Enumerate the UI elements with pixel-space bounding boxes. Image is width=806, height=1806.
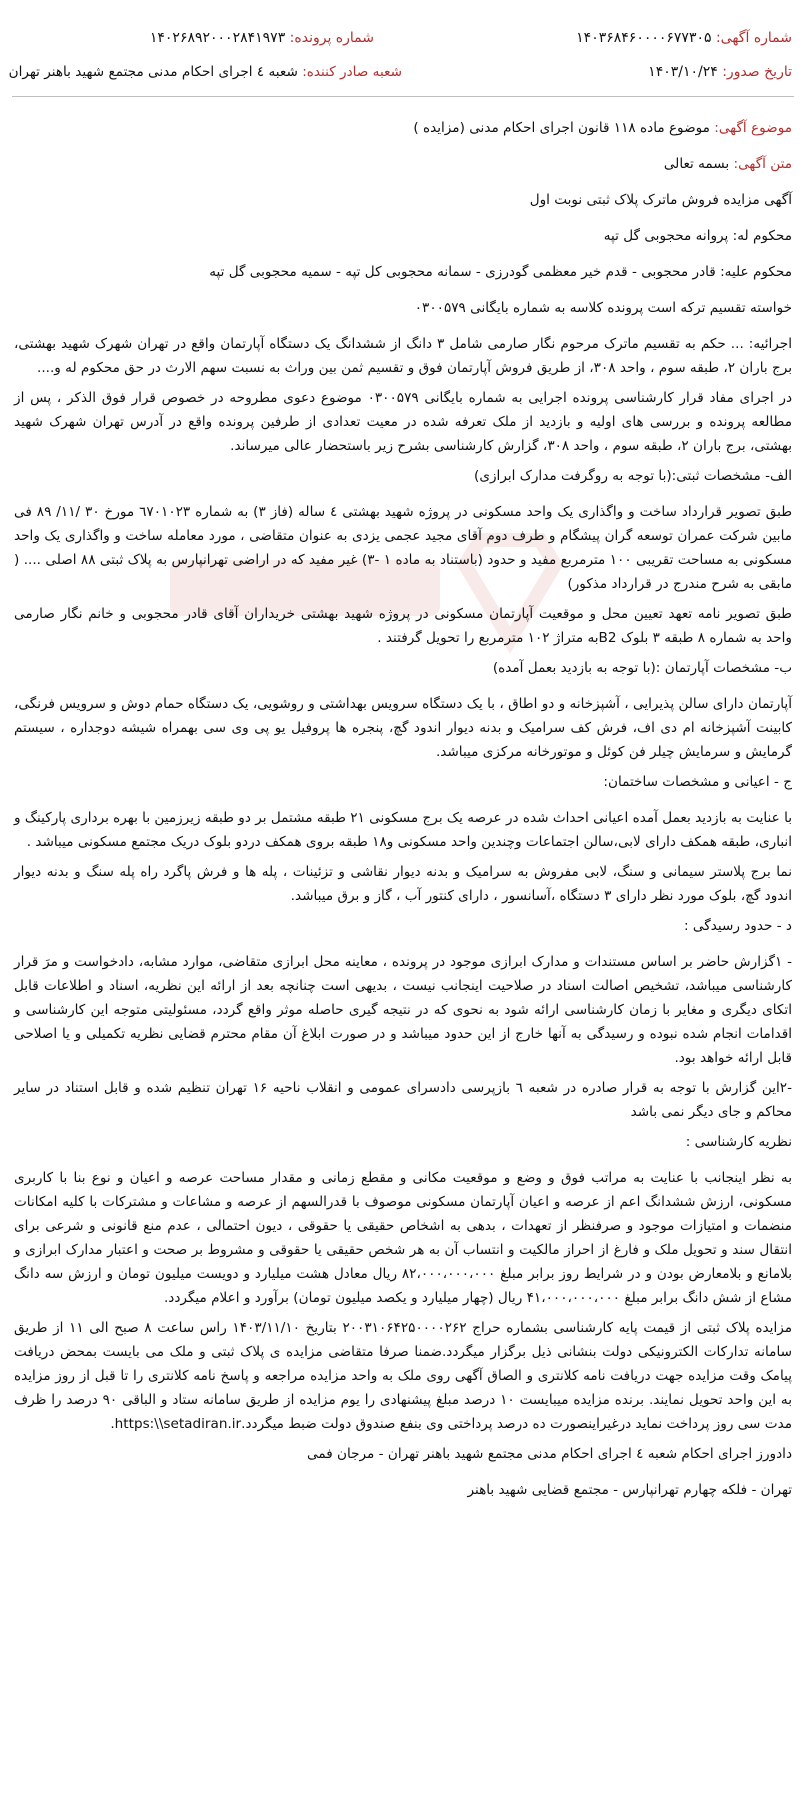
paragraph-expert-intro: در اجرای مفاد قرار کارشناسی پرونده اجرایی به شماره بایگانی ۰۳۰۰۵۷۹ موضوع دعوی مطروحه در خصوص قرار فوق الذکر ، پس از مطالعه پرونده و بررسی های اولیه و بازدید از ملک تعرفه شده در معیت تعدادی از طرفین پرونده واقع در آدرس تهران شهرک شهید بهشتی، برج باران ۲، طبقه سوم ، واحد ۳۰۸، گزارش کارشناسی بشرح زیر باستحضار عالی میرساند. — [14, 390, 793, 454]
paragraph-address: تهران - فلکه چهارم تهرانپارس - مجتمع قضایی شهید باهنر — [467, 1482, 792, 1498]
paragraph-apartment-specs: آپارتمان دارای سالن پذیرایی ، آشپزخانه و دو اطاق ، با یک دستگاه سرویس بهداشتی و روشویی، یک دستگاه حمام دوش و سرویس فرنگی، کابینت آشپزخانه ام دی اف، فرش کف سرامیک و بدنه دیوار اندود گچ، پنجره ها پروفیل یو پی وی سی بهمراه شیشه دوجداره ، سیستم گرمایش و سرمایش چیلر فن کوئل و موتورخانه مرکزی میباشد. — [14, 696, 792, 760]
issuer-label: شعبه صادر کننده: — [302, 64, 402, 80]
issuer-field — [9, 64, 402, 80]
paragraph-facade: نما برج پلاستر سیمانی و سنگ، لابی مفروش به سرامیک و بدنه دیوار نقاشی و تزئینات ، پله ها و فرش پاگرد راه پله سنگ و بدنه دیوار اندود گچ، بلوک مورد نظر دارای ۳ دستگاه ،آسانسور ، دارای کنتور آب ، گاز و برق میباشد. — [14, 864, 792, 904]
ad-body — [14, 116, 792, 1514]
issue-date-label: تاریخ صدور: — [722, 64, 792, 80]
paragraph-claim: خواسته تقسیم ترکه است پرونده کلاسه به شماره بایگانی ۰۳۰۰۵۷۹ — [414, 300, 792, 316]
subject-label: موضوع آگهی: — [714, 120, 792, 136]
ad-number-label: شماره آگهی: — [715, 30, 792, 46]
subject-line — [14, 116, 792, 140]
paragraph-auction-terms: مزایده پلاک ثبتی از قیمت پایه کارشناسی بشماره حراج ۲۰۰۳۱۰۶۴۲۵۰۰۰۰۲۶۲ بتاریخ ۱۴۰۳/۱۱/۱۰ راس ساعت ۸ صبح الی ۱۱ از طریق سامانه تدارکات الکترونیکی دولت بنشانی ذیل برگزار میگردد.ضمنا صرفا متقاضی مزایده ی پلاک ثبتی و ملک می بایست بمحض دریافت پیامک وقت مزایده جهت دریافت نامه کلانتری و الصاق آگهی روی ملک به واحد مزایده مراجعه و پاسخ نامه کلانتری را تا قبل از روز مزایده به این واحد تحویل نمایند. برنده مزایده میبایست ۱۰ درصد مبلغ پیشنهادی را یوم مزایده از طریق سامانه ستاد و الباقی ۹۰ درصد را ظرف مدت سی روز پرداخت نماید درغیراینصورت ده درصد پرداختی وی بنفع صندوق دولت ضبط میگردد.https:\\setadiran.ir. — [14, 1320, 793, 1432]
paragraph-officer: دادورز اجرای احکام شعبه ٤ اجرای احکام مدنی مجتمع شهید باهنر تهران - مرجان فمی — [307, 1446, 792, 1462]
issuer-value: شعبه ٤ اجرای احکام مدنی مجتمع شهید باهنر تهران — [8, 64, 298, 80]
paragraph-scope-2: -۲این گزارش با توجه به قرار صادره در شعبه ٦ بازپرسی دادسرای عمومی و انقلاب ناحیه ۱۶ تهران تنظیم شده و قابل استناد در سایر محاکم و جای دیگر نمی باشد — [14, 1080, 793, 1120]
heading-apartment: ب- مشخصات آپارتمان :(با توجه به بازدید بعمل آمده) — [492, 660, 792, 676]
paragraph-valuation: به نظر اینجانب با عنایت به مراتب فوق و وضع و موقعیت مکانی و مقطع زمانی و مقدار مساحت عرصه و اعیان و نوع بنا با کاربری مسکونی، ارزش ششدانگ اعم از عرصه و اعیان آپارتمان مسکونی موصوف با قدرالسهم از عرصه و مشاعات و مشترکات با کلیه امکانات منضمات و امتیازات موجود و صرفنظر از تعهدات ، بدهی به اشخاص حقیقی یا حقوقی ، دیون احتمالی ، عدم منع قانونی و شرعی برای انتقال سند و تحویل ملک و فارغ از احراز مالکیت و انتساب آن به هر شخص حقیقی یا حقوقی و مشروط بر صحت و اعتبار مدارک ابرازی و بلامانع و بلامعارض بودن و در شرایط روز برابر مبلغ ۸۲،۰۰۰،۰۰۰،۰۰۰ ریال معادل هشت میلیارد و دویست میلیون تومان و ارزش سه دانگ مشاع از شش دانگ برابر مبلغ ۴۱،۰۰۰،۰۰۰،۰۰۰ ریال (چهار میلیارد و یکصد میلیون تومان) برآورد و اعلام میگردد. — [14, 1170, 793, 1306]
file-number-value: ۱۴۰۲۶۸۹۲۰۰۰۲۸۴۱۹۷۳ — [149, 30, 286, 46]
heading-scope: د - حدود رسیدگی : — [684, 918, 792, 934]
paragraph-building-specs: با عنایت به بازدید بعمل آمده اعیانی احداث شده در عرصه یک برج مسکونی ۲۱ طبقه مشتمل بر دو طبقه زیرزمین با بهره برداری پارکینگ و انباری، طبقه همکف دارای لابی،سالن اجتماعات وچندین واحد مسکونی و۱۸ طبقه بروی همکف دردو بلوک دریک مجتمع مسکونی میباشد . — [14, 810, 792, 850]
file-number-label: شماره پرونده: — [289, 30, 374, 46]
bismillah: بسمه تعالی — [663, 156, 730, 172]
heading-registration: الف- مشخصات ثبتی:(با توجه به روگرفت مدارک ابرازی) — [474, 468, 792, 484]
paragraph-commitment-letter: طبق تصویر نامه تعهد تعیین محل و موقعیت آپارتمان مسکونی در پروژه شهید بهشتی خریداران آقای قادر محجوبی و خانم نگار صارمی واحد به شماره ۸ طبقه ۳ بلوک B2به متراژ ۱۰۲ مترمربع را تحویل گرفتند . — [14, 606, 792, 646]
heading-building: ج - اعیانی و مشخصات ساختمان: — [603, 774, 792, 790]
paragraph-judgment-debtors: محکوم علیه: قادر محجوبی - قدم خیر معظمی گودرزی - سمانه محجوبی کل تپه - سمیه محجوبی گل تپه — [209, 264, 792, 280]
header-divider — [12, 96, 794, 97]
paragraph-scope-1: - ۱گزارش حاضر بر اساس مستندات و مدارک ابرازی موجود در پرونده ، معاینه محل ابرازی متقاضی، موارد مشابه، دادخواست و مرَ قرار کارشناسی میباشد، تشخیص اصالت اسناد در صلاحیت اینجانب نیست ، بدیهی است چنانچه بعد از ارائه این نظریه، اسناد و اطلاعات قابل اتکای دیگری و مغایر با زمان کارشناسی ارائه شود به نحوی که در نتیجه گیری حاصله موثر واقع گردد، مسئولیتی متوجه این کارشناسی و اقدامات انجام شده نبوده و رسیدگی به آنها خارج از این حدود میباشد و در صورت ابلاغ آن مقام محترم قضایی نظریه تکمیلی و یا اصلاحی قابل ارائه خواهد بود. — [14, 954, 792, 1066]
subject-text: موضوع ماده ۱۱۸ قانون اجرای احکام مدنی (مزایده ) — [413, 120, 710, 136]
issue-date-value: ۱۴۰۳/۱۰/۲۴ — [648, 64, 718, 80]
text-label: متن آگهی: — [733, 156, 792, 172]
issue-date-field — [648, 64, 792, 80]
paragraph-title: آگهی مزایده فروش ماترک پلاک ثبتی نوبت اول — [529, 192, 792, 208]
ad-number-value: ۱۴۰۳۶۸۴۶۰۰۰۰۶۷۷۳۰۵ — [576, 30, 712, 46]
paragraph-execution-order: اجرائیه: ... حکم به تقسیم ماترک مرحوم نگار صارمی شامل ۳ دانگ از ششدانگ یک دستگاه آپارتمان واقع در تهران شهرک شهید بهشتی، برج باران ۲، طبقه سوم ، واحد ۳۰۸، از طریق فروش آپارتمان فوق و تقسیم ثمن بین وراث به نسبت سهم الارث در حق محکوم له و.... — [14, 336, 792, 376]
paragraph-judgment-creditor: محکوم له: پروانه محجوبی گل تپه — [603, 228, 792, 244]
heading-expert-opinion: نظریه کارشناسی : — [685, 1134, 792, 1150]
paragraph-contract: طبق تصویر قرارداد ساخت و واگذاری یک واحد مسکونی در پروژه شهید بهشتی ٤ ساله (فاز ۳) به شماره ٦٧٠١٠٢٣ مورخ ۳۰ /۱۱/ ۸۹ فی مابین شرکت عمران توسعه گران پیشگام و طرف دوم آقای مجید عجمی یزدی به عنوان متقاضی ، مورد معامله ساخت و واگذاری یک واحد مسکونی به مساحت تقریبی ۱۰۰ مترمربع مفید و حدود (باستناد به ماده ۱ -۳) غیر مفید که در اراضی تهرانپارس به پلاک ثبتی ۸۸ اصلی .... ( مابقی به شرح مندرج در قرارداد مذکور) — [14, 504, 793, 592]
ad-number-field — [576, 30, 792, 46]
text-line — [14, 152, 792, 176]
file-number-field — [150, 30, 374, 46]
